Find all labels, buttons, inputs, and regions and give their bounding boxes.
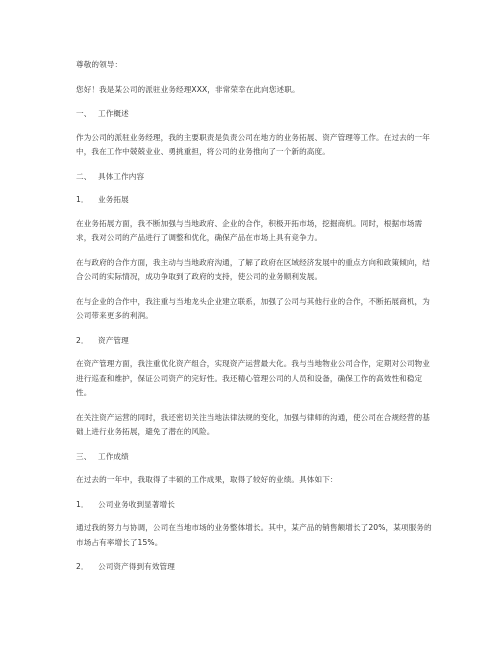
subheading-business-expansion — [76, 193, 432, 208]
overview-paragraph: 作为公司的派驻业务经理，我的主要职责是负责公司在地方的业务拓展、资产管理等工作。在过去的一年中，我在工作中兢兢业业、勇挑重担，将公司的业务推向了一个新的高度。 — [76, 132, 430, 156]
paragraph: 在资产管理方面，我注重优化资产组合，实现资产运营最大化。我与当地物业公司合作，定期对公司物业进行巡查和维护，保证公司资产的完好性。我还精心管理公司的人员和设备，确保工作的高效性和稳定性。 — [76, 359, 430, 397]
subsection-number: 1． — [76, 499, 89, 509]
subsection-number: 2． — [76, 335, 89, 345]
subsection-title: 业务拓展 — [98, 195, 129, 204]
salutation: 尊敬的领导： — [76, 60, 123, 69]
subsection-number: 2． — [76, 562, 89, 571]
paragraph: 在与企业的合作中，我注重与当地龙头企业建立联系，加强了公司与其他行业的合作，不断拓展商机，为公司带来更多的利润。 — [76, 296, 430, 320]
section-title: 工作成绩 — [98, 451, 129, 461]
section-heading-details — [76, 170, 432, 185]
paragraph: 在与政府的合作方面，我主动与当地政府沟通，了解了政府在区域经济发展中的重点方向和政策倾向，结合公司的实际情况，成功争取到了政府的支持，使公司的业务顺利发展。 — [76, 257, 430, 281]
section-title: 工作概述 — [98, 109, 129, 118]
subheading-asset-management — [76, 334, 432, 349]
subsection-title: 公司资产得到有效管理 — [98, 562, 175, 571]
achievements-paragraph: 在过去的一年中，我取得了丰硕的工作成果，取得了较好的业绩。具体如下： — [76, 475, 338, 484]
section-number: 一、 — [76, 109, 92, 118]
document-body — [76, 58, 432, 575]
subsection-number: 1． — [76, 195, 89, 204]
subheading-business-growth — [76, 498, 432, 513]
paragraph: 通过我的努力与协调，公司在当地市场的业务整体增长。其中，某产品的销售额增长了20%，某项服务的市场占有率增长了15%。 — [76, 523, 432, 547]
paragraph: 在业务拓展方面，我不断加强与当地政府、企业的合作，积极开拓市场，挖掘商机。同时，根据市场需求，我对公司的产品进行了调整和优化，确保产品在市场上具有竞争力。 — [76, 218, 423, 242]
subheading-asset-results — [76, 560, 432, 575]
section-heading-overview — [76, 107, 432, 122]
section-title: 具体工作内容 — [98, 171, 145, 181]
section-number: 三、 — [76, 451, 92, 461]
paragraph: 在关注资产运营的同时，我还密切关注当地法律法规的变化，加强与律师的沟通，使公司在合规经营的基础上进行业务拓展，避免了潜在的风险。 — [76, 412, 430, 436]
intro-paragraph: 您好！我是某公司的派驻业务经理XXX，非常荣幸在此向您述职。 — [76, 84, 300, 94]
section-heading-achievements — [76, 450, 432, 465]
subsection-title: 资产管理 — [98, 335, 129, 345]
subsection-title: 公司业务收到显著增长 — [98, 499, 175, 509]
section-number: 二、 — [76, 171, 92, 181]
